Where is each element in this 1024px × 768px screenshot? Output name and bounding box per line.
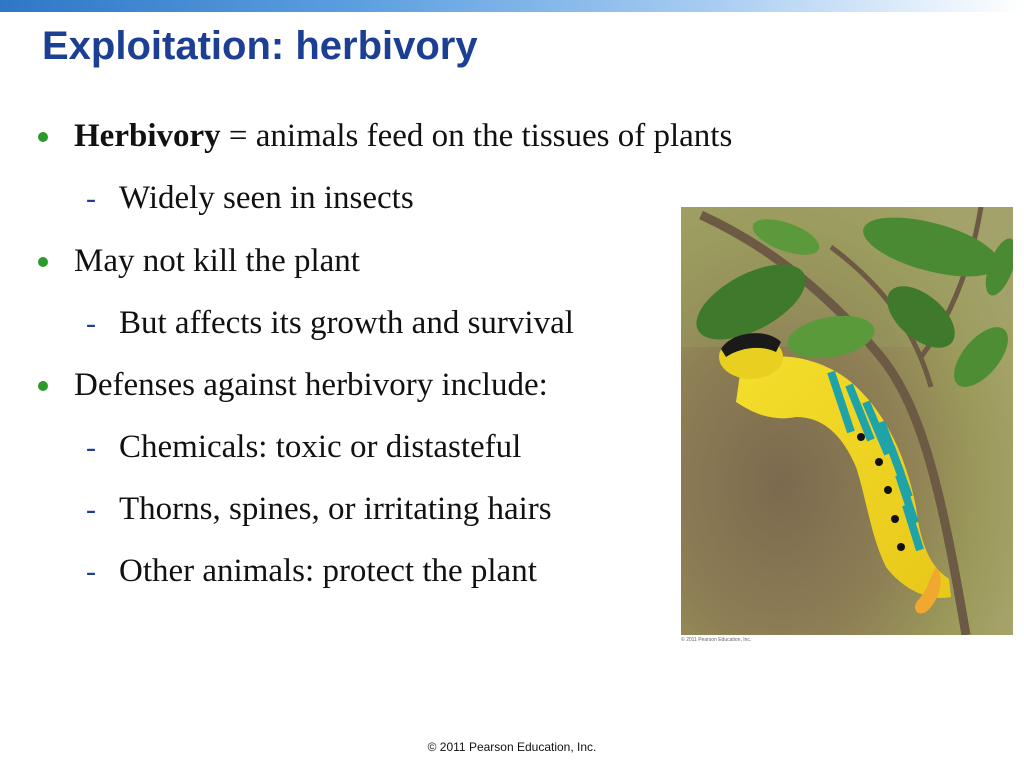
dash-marker: - xyxy=(86,182,96,215)
dash-marker: - xyxy=(86,493,96,526)
sub-bullet-item: Widely seen in insects xyxy=(119,180,414,216)
sub-bullet-item: Thorns, spines, or irritating hairs xyxy=(119,491,552,527)
dash-marker: - xyxy=(86,431,96,464)
top-accent-bar xyxy=(0,0,1024,12)
caterpillar-photo xyxy=(681,207,1013,635)
bullet-marker xyxy=(38,257,48,267)
footer-copyright: © 2011 Pearson Education, Inc. xyxy=(427,740,597,754)
bullet-item xyxy=(74,118,732,155)
sub-bullet-item: Other animals: protect the plant xyxy=(119,553,537,589)
bullet-item: May not kill the plant xyxy=(74,243,360,279)
photo-credit: © 2011 Pearson Education, Inc. xyxy=(681,637,752,643)
sub-bullet-item: But affects its growth and survival xyxy=(119,305,574,341)
bullet-marker xyxy=(38,381,48,391)
dash-marker: - xyxy=(86,555,96,588)
dash-marker: - xyxy=(86,307,96,340)
bullet-marker xyxy=(38,132,48,142)
sub-bullet-item: Chemicals: toxic or distasteful xyxy=(119,429,522,465)
bullet-text: = animals feed on the tissues of plants xyxy=(220,118,733,154)
bullet-item: Defenses against herbivory include: xyxy=(74,367,548,403)
slide-title: Exploitation: herbivory xyxy=(42,24,478,68)
bullet-bold-term: Herbivory xyxy=(74,118,221,154)
